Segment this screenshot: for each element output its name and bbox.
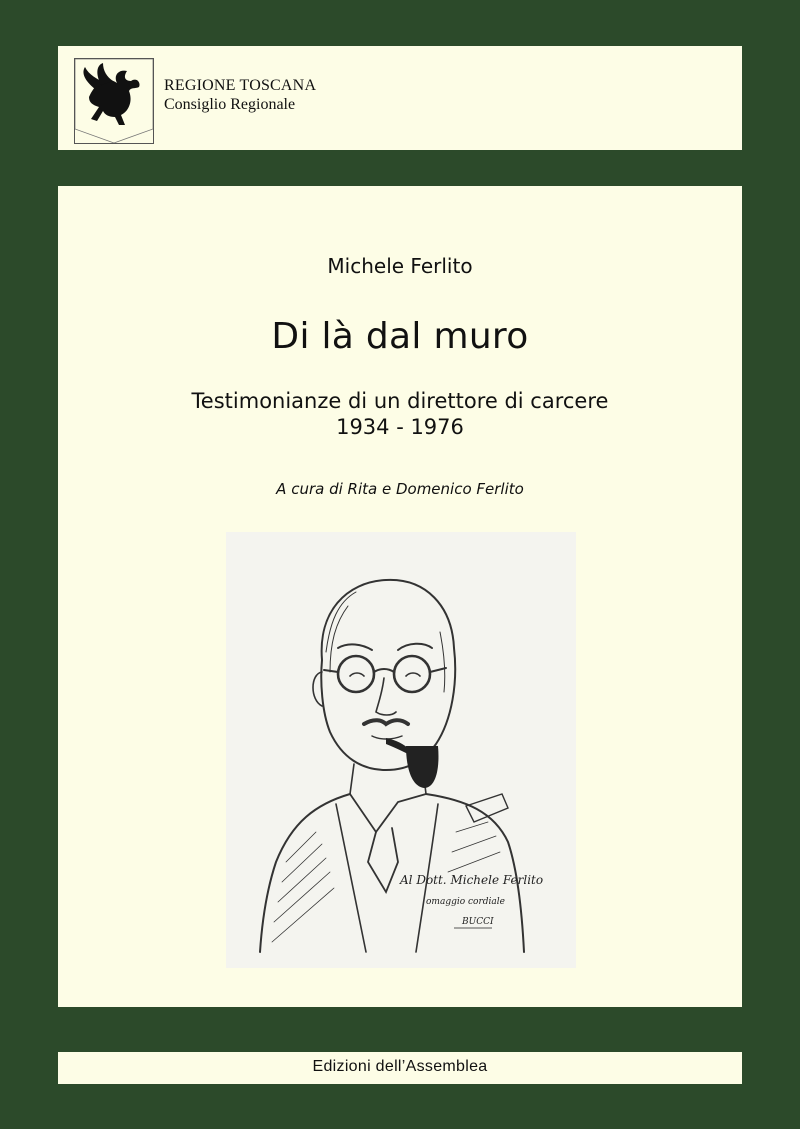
curators: A cura di Rita e Domenico Ferlito bbox=[276, 480, 524, 498]
region-name: REGIONE TOSCANA bbox=[164, 77, 317, 94]
book-title: Di là dal muro bbox=[271, 316, 529, 357]
publisher-name: Edizioni dell’Assemblea bbox=[312, 1058, 488, 1075]
pegasus-icon bbox=[75, 59, 153, 143]
dedication-line-1: Al Dott. Michele Ferlito bbox=[400, 873, 544, 887]
artist-signature: BUCCI bbox=[462, 917, 494, 927]
regione-logo bbox=[74, 58, 154, 144]
footer-panel bbox=[58, 1052, 742, 1084]
portrait-sketch bbox=[226, 532, 576, 968]
subtitle-line: Testimonianze di un direttore di carcere bbox=[191, 389, 609, 413]
author-name: Michele Ferlito bbox=[327, 254, 473, 278]
book-subtitle bbox=[58, 388, 742, 440]
subtitle-years: 1934 - 1976 bbox=[336, 415, 464, 439]
cover-panel bbox=[58, 186, 742, 1007]
dedication-line-2: omaggio cordiale bbox=[426, 897, 505, 907]
council-name: Consiglio Regionale bbox=[164, 96, 296, 113]
header-panel bbox=[58, 46, 742, 150]
header-text bbox=[164, 76, 316, 115]
portrait-drawing bbox=[226, 532, 576, 968]
